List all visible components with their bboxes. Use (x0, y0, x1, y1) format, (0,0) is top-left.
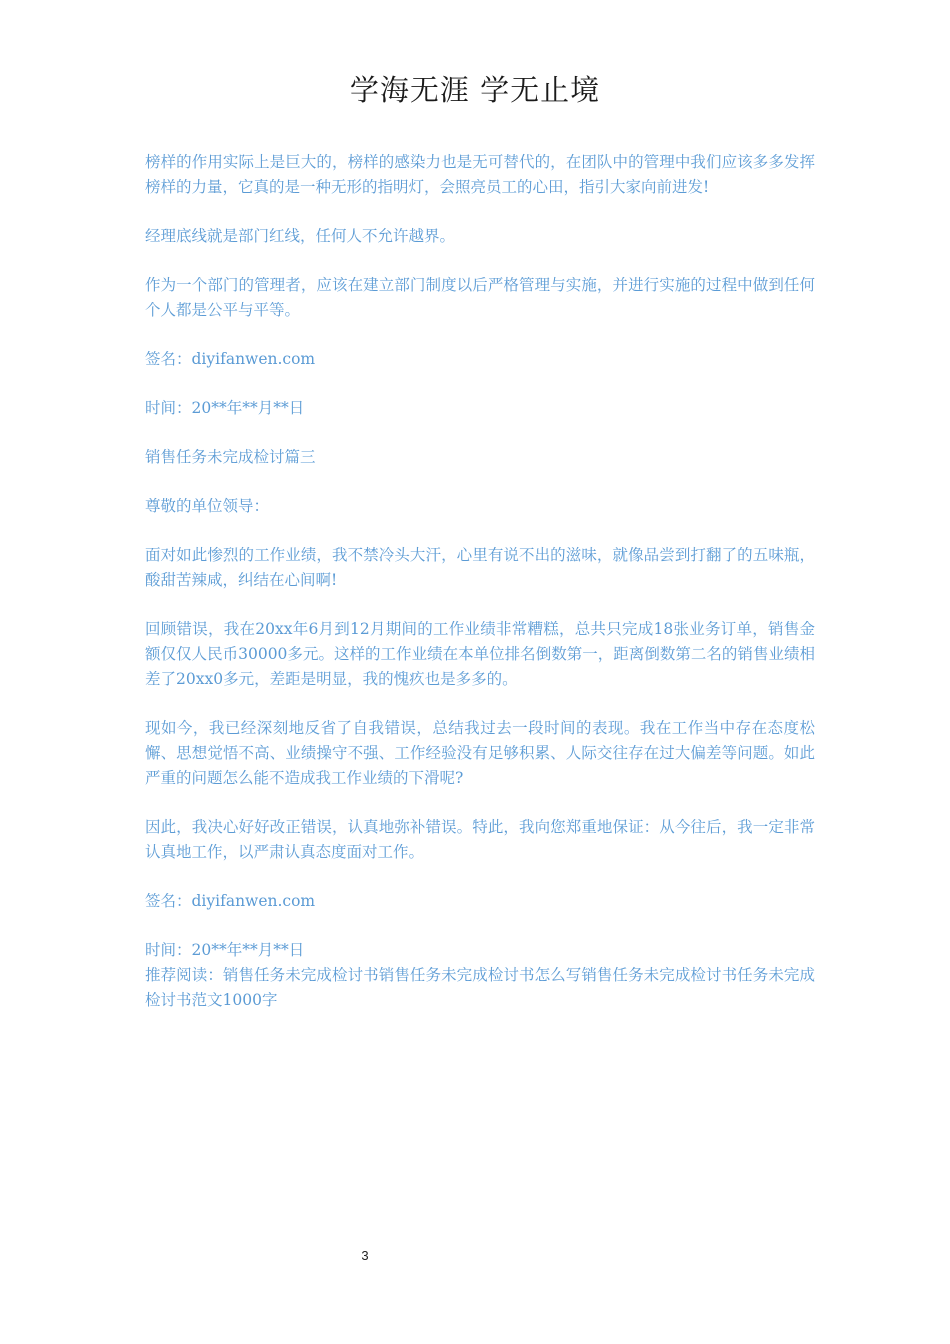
paragraph-pledge: 因此，我决心好好改正错误，认真地弥补错误。特此，我向您郑重地保证：从今往后，我一定非常认真地工作，以严肃认真态度面对工作。 (145, 818, 815, 861)
signature-line-2: 签名：diyifanwen.com (145, 892, 316, 910)
signature-line: 签名：diyifanwen.com (145, 350, 316, 368)
recommended-reading: 推荐阅读：销售任务未完成检讨书销售任务未完成检讨书怎么写销售任务未完成检讨书任务未完成检讨书范文1000字 (145, 966, 815, 1009)
paragraph-review: 回顾错误，我在20xx年6月到12月期间的工作业绩非常糟糕，总共只完成18张业务订单，销售金额仅仅人民币30000多元。这样的工作业绩在本单位排名倒数第一，距离倒数第二名的销售业绩相差了20xx0多元，差距是明显，我的愧疚也是多多的。 (145, 620, 815, 688)
paragraph-fairness: 作为一个部门的管理者，应该在建立部门制度以后严格管理与实施，并进行实施的过程中做到任何个人都是公平与平等。 (145, 276, 815, 319)
page-header-title: 学海无涯 学无止境 (349, 73, 601, 107)
date-line: 时间：20**年**月**日 (145, 399, 305, 417)
paragraph-manager-bottom-line: 经理底线就是部门红线，任何人不允许越界。 (145, 227, 456, 245)
page-number: 3 (361, 1248, 369, 1263)
document-body (145, 150, 815, 1013)
paragraph-feeling: 面对如此惨烈的工作业绩，我不禁冷头大汗，心里有说不出的滋味，就像品尝到打翻了的五味瓶，酸甜苦辣咸，纠结在心间啊! (145, 546, 815, 589)
salutation: 尊敬的单位领导： (145, 497, 270, 515)
paragraph-reflection: 现如今，我已经深刻地反省了自我错误，总结我过去一段时间的表现。我在工作当中存在态度松懈、思想觉悟不高、业绩操守不强、工作经验没有足够积累、人际交往存在过大偏差等问题。如此严重的问题怎么能不造成我工作业绩的下滑呢? (145, 719, 815, 787)
section-heading: 销售任务未完成检讨篇三 (145, 448, 316, 466)
paragraph-role-model: 榜样的作用实际上是巨大的，榜样的感染力也是无可替代的，在团队中的管理中我们应该多多发挥榜样的力量，它真的是一种无形的指明灯，会照亮员工的心田，指引大家向前进发! (145, 153, 815, 196)
date-line-2: 时间：20**年**月**日 (145, 941, 305, 959)
